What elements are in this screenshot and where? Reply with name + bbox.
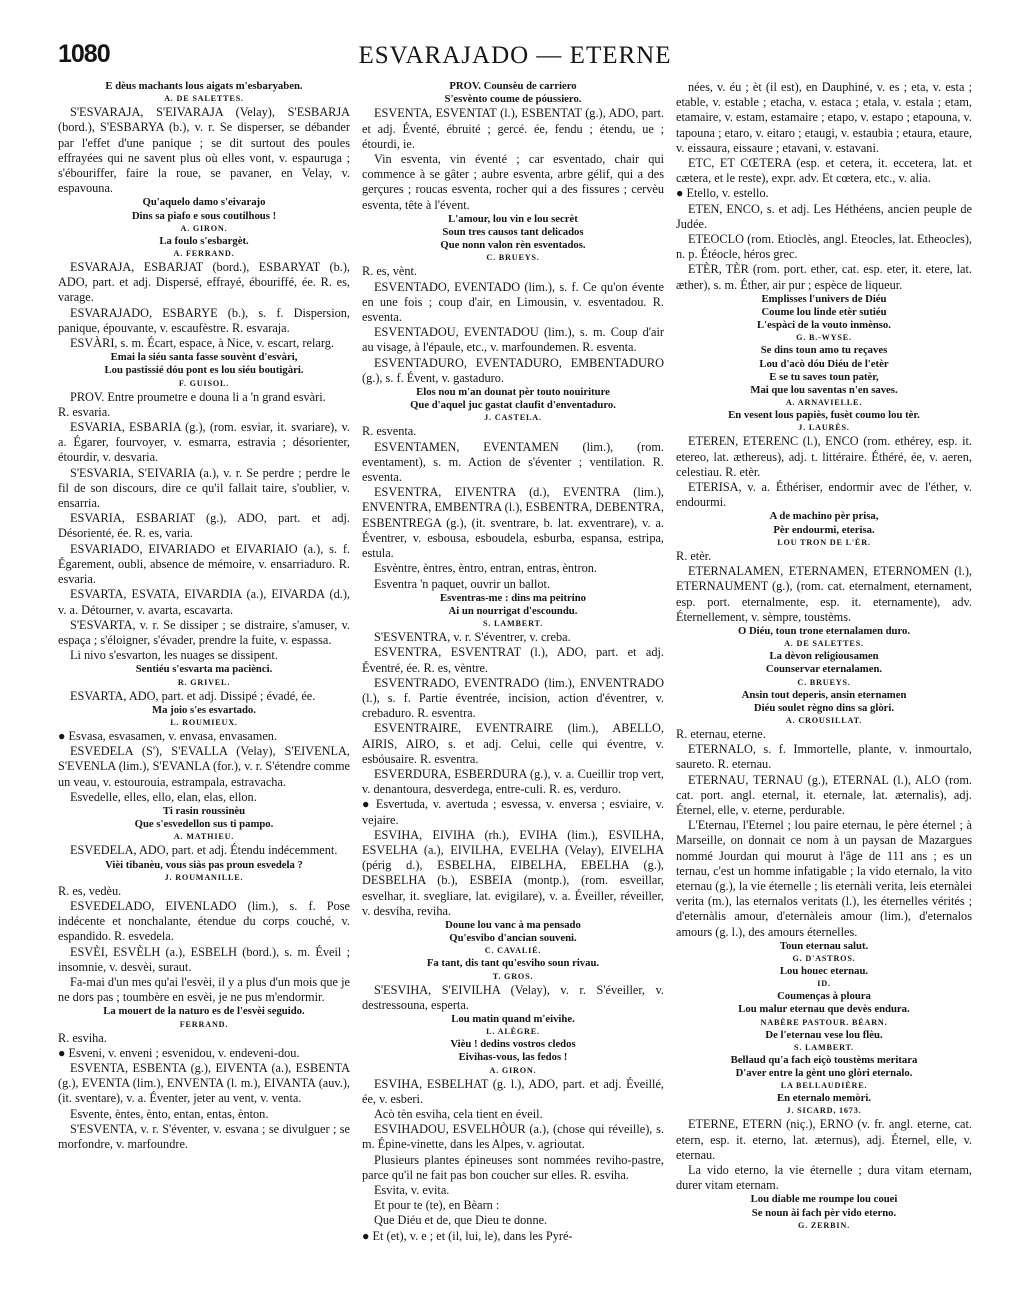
- quotation-line: Doune lou vanc à ma pensado: [445, 918, 581, 931]
- dictionary-entry: ESVARIA, ESBARIAT (g.), ADO, part. et adj. Désorienté, ée. R. es, varia.: [58, 511, 350, 541]
- quotation-line: Que s'esvedellon sus ti pampo.: [134, 818, 274, 831]
- source-attribution: NABÈRE PASTOUR. BÉARN.: [760, 1017, 888, 1027]
- dictionary-entry: ESVEDELADO, EIVENLADO (lim.), s. f. Pose indécente et nonchalante, étendue du corps couché, v. espandido. R. esvedela.: [58, 898, 350, 944]
- dictionary-entry: ESVENTAMEN, EVENTAMEN (lim.), (rom. eventament), s. m. Action de s'éventer ; ventilation. R. esventa.: [362, 439, 664, 485]
- dictionary-entry: S'ESVIHA, S'EIVILHA (Velay), v. r. S'éveiller, v. destressouna, esperta.: [362, 982, 664, 1012]
- quotation-line: Ma joio s'es esvartado.: [152, 703, 256, 716]
- quotation-line: L'espàci de la vouto inmènso.: [757, 319, 891, 332]
- quotation-line: Toun eternau salut.: [779, 939, 869, 952]
- dictionary-entry: L'Eternau, l'Eternel ; lou paire eternau, le père éternel ; à Marseille, on donnait ce nom à un paysan de Mazargues nommé Jourdan qui mourut à l'âge de 111 ans ; es un ternau, c'est un homme infatigable ; la vido eternalo, la vito eternau (g.), la vie éternelle ; lis eternàli verita, leis eternàlei verita (m.), las eternalos veritats (l.), les éternelles vérités ; d'eternàlis amour, d'eternàleis amour (lim.), d'eternalos amours (g. l.), des amours éternelles.: [676, 818, 972, 939]
- quotation-line: Qu'esvibo d'ancian souveni.: [449, 932, 577, 945]
- dictionary-entry: ESVARTA, ESVATA, EIVARDIA (a.), EIVARDA (d.), v. a. Détourner, v. avarta, escavarta.: [58, 587, 350, 617]
- quotation-line: D'aver entre la gènt uno glòri eternalo.: [735, 1066, 913, 1079]
- dictionary-entry: Li nivo s'esvarton, les nuages se dissipent.: [70, 648, 278, 663]
- quotation-line: Soun tres causos tant delicados: [442, 226, 584, 239]
- quotation-line: Lou d'acò dóu Diéu de l'etèr: [759, 357, 889, 370]
- source-attribution: A. GIRON.: [180, 223, 228, 233]
- dictionary-entry: ESVIHADOU, ESVELHÒUR (a.), (chose qui réveille), s. m. Épine-vinette, dans les Alpes, v. agrioutat.: [362, 1122, 664, 1152]
- dictionary-entry: ESVENTRAIRE, EVENTRAIRE (lim.), ABELLO, AIRIS, AIRO, s. et adj. Celui, celle qui éventre, v. esbóusaire. R. esventra.: [362, 721, 664, 766]
- dictionary-entry: ESVERDURA, ESBERDURA (g.), v. a. Cueillir trop vert, v. denantoura, desverdega, entre-culi. R. es, verduro.: [362, 766, 664, 797]
- dictionary-entry: S'ESVENTRA, v. r. S'éventrer, v. creba.: [374, 630, 571, 645]
- quotation-line: O Diéu, toun trone eternalamen duro.: [737, 624, 911, 637]
- dictionary-entry: Esvente, èntes, ènto, entan, entas, ènton.: [70, 1106, 269, 1121]
- source-attribution: A. ARNAVIELLE.: [785, 398, 863, 408]
- page-number: 1080: [58, 40, 110, 68]
- dictionary-entry: ETEREN, ETERENC (l.), ENCO (rom. ethérey, esp. it. etereo, lat. æthereus), adj. t. littéraire. Éthéré, ée, v. aeren, celestiau. R. etèr.: [676, 434, 972, 479]
- quotation-line: Se dins toun amo tu reçaves: [760, 344, 888, 357]
- dictionary-entry: ETC, ET CŒTERA (esp. et cetera, it. eccetera, lat. et cætera, et le reste), expr. adv. Et cœtera, etc., v. alia.: [676, 156, 972, 186]
- dictionary-entry: R. esvaria.: [58, 404, 111, 419]
- quotation-line: Fa tant, dis tant qu'esviho soun rivau.: [426, 957, 600, 970]
- dictionary-entry: Esvèntre, èntres, èntro, entran, entras, èntron.: [374, 561, 597, 576]
- source-attribution: J. SICARD, 1673.: [786, 1106, 862, 1116]
- quotation-line: Bellaud qu'a fach eiçò toustèms meritara: [730, 1053, 918, 1066]
- quotation-line: Ansin tout deperis, ansin eternamen: [741, 688, 907, 701]
- dictionary-entry: ESVENTADOU, EVENTADOU (lim.), s. m. Coup d'air au visage, à l'épaule, etc., v. marfoundemen. R. esventa.: [362, 325, 664, 355]
- source-attribution: L. ROUMIEUX.: [170, 717, 238, 727]
- dictionary-entry: La vido eterno, la vie éternelle ; dura vitam eternam, durer vitam eternam.: [676, 1163, 972, 1193]
- dictionary-entry: ESVARIADO, EIVARIADO et EIVARIAIO (a.), s. f. Égarement, oubli, absence de mémoire, v. ensarriaduro. R. esvaria.: [58, 541, 350, 587]
- dictionary-entry: ESVENTA, ESVENTAT (l.), ESBENTAT (g.), ADO, part. et adj. Éventé, ébruité ; gercé. ée, fendu ; étendu, ue ; étourdi, ie.: [362, 106, 664, 151]
- dictionary-entry: Que Diéu et de, que Dieu te donne.: [374, 1213, 548, 1228]
- dictionary-entry: ETERNALAMEN, ETERNAMEN, ETERNOMEN (l.), ETERNAUMENT (g.), (rom. cat. eternalment, eternament, esp. port. eternalmente, esp. it. eternamente), adv. Éternellement, v. sèmpre, toustèms.: [676, 564, 972, 624]
- source-attribution: LOU TRON DE L'ÈR.: [777, 537, 871, 547]
- dictionary-entry: ● Esvertuda, v. avertuda ; esvessa, v. enversa ; esviaire, v. vejaire.: [362, 797, 664, 827]
- source-attribution: C. BRUEYS.: [797, 677, 851, 687]
- quotation-line: La dèvon religiousamen: [769, 650, 879, 663]
- dictionary-entry: ESVENTADO, EVENTADO (lim.), s. f. Ce qu'on évente en une fois ; coup d'air, en Limousin, v. esventadou. R. esventa.: [362, 279, 664, 325]
- dictionary-entry: ETERISA, v. a. Éthériser, endormir avec de l'éther, v. endourmi.: [676, 480, 972, 510]
- source-attribution: G. D'ASTROS.: [792, 953, 856, 963]
- dictionary-entry: S'ESVARIA, S'EIVARIA (a.), v. r. Se perdre ; perdre le fil de son discours, dire ce qu'il fallait taire, s'oublier, v. ensarria.: [58, 465, 350, 511]
- dictionary-entry: ESVARAJA, ESBARJAT (bord.), ESBARYAT (b.), ADO, part. et adj. Dispersé, effrayé, ébouriffé, ée. R. es, varage.: [58, 260, 350, 305]
- dictionary-entry: Acò tèn esviha, cela tient en éveil.: [374, 1107, 543, 1121]
- quotation-line: Elos nou m'an dounat pèr touto nouiriture: [416, 386, 610, 399]
- quotation-line: La foulo s'esbargèt.: [159, 234, 249, 247]
- quotation-line: Ai un nourrigat d'escoundu.: [448, 604, 578, 617]
- source-attribution: LA BELLAUDIÈRE.: [780, 1081, 868, 1091]
- dictionary-entry: Esvita, v. evita.: [374, 1183, 450, 1198]
- source-attribution: FERRAND.: [179, 1019, 229, 1029]
- dictionary-entry: ETEN, ENCO, s. et adj. Les Héthéens, ancien peuple de Judée.: [676, 201, 972, 231]
- source-attribution: C. BRUEYS.: [486, 253, 540, 263]
- source-attribution: G. ZERBIN.: [798, 1220, 850, 1230]
- dictionary-entry: ESVÀRI, s. m. Écart, espace, à Nice, v. escart, relarg.: [70, 336, 334, 351]
- quotation-line: Ti rasin roussinèu: [162, 804, 246, 817]
- dictionary-entry: ETÈR, TÈR (rom. port. ether, cat. esp. eter, it. etere, lat. æther), s. m. Éther, air pur ; espèce de liqueur.: [676, 262, 972, 292]
- dictionary-entry: ETERNALO, s. f. Immortelle, plante, v. inmourtalo, saureto. R. eternau.: [676, 742, 972, 772]
- dictionary-entry: S'ESVARAJA, S'EIVARAJA (Velay), S'ESBARJA (bord.), S'ESBARYA (b.), v. r. Se disperser, se débander par l'effet d'une panique ; se dit surtout des poules effrayées qui ne savent plus où elles vont, v. espauruga ; s'ébouriffer, faire la roue, se pavaner, en Velay, v. espavouna.: [58, 105, 350, 196]
- source-attribution: A. FERRAND.: [173, 249, 235, 259]
- quotation-line: Eivihas-vous, las fedos !: [458, 1051, 568, 1064]
- dictionary-entry: ETERNAU, TERNAU (g.), ETERNAL (l.), ALO (rom. cat. port. angl. eternal, it. eternale, lat. æternalis), adj. Éternel, elle, v. eterne, perdurable.: [676, 772, 972, 817]
- dictionary-entry: ESVENTADURO, EVENTADURO, EMBENTADURO (g.), s. f. Évent, v. gastaduro.: [362, 355, 664, 385]
- source-attribution: S. LAMBERT.: [483, 619, 543, 629]
- dictionary-entry: ESVENTRA, EIVENTRA (d.), EVENTRA (lim.), ENVENTRA, EMBENTRA (l.), ESBENTRA, DEBENTRA, ESBENTREGA (g.), (it. sventrare, b. lat. exventrare), v. a. Éventrer, v. esbousa, esboudela, esburba, espansa, estripa, estula.: [362, 485, 664, 561]
- dictionary-entry: ESVIHA, ESBELHAT (g. l.), ADO, part. et adj. Éveillé, ée, v. esberi.: [362, 1076, 664, 1106]
- quotation-line: Emplisses l'univers de Diéu: [761, 292, 887, 305]
- dictionary-entry: PROV. Entre proumetre e douna li a 'n grand esvàri.: [70, 389, 326, 404]
- source-attribution: J. CASTELA.: [484, 413, 542, 423]
- source-attribution: A. CROUSILLAT.: [785, 715, 863, 725]
- source-attribution: ID.: [817, 979, 831, 989]
- quotation-line: A de machino pèr prisa,: [769, 510, 879, 523]
- source-attribution: J. LAURÈS.: [798, 423, 850, 433]
- quotation-line: Lou diable me roumpe lou couei: [750, 1193, 898, 1206]
- dictionary-entry: Et pour te (te), en Bèarn :: [374, 1198, 500, 1213]
- dictionary-entry: R. etèr.: [676, 548, 712, 563]
- source-attribution: L. ALÈGRE.: [486, 1027, 540, 1037]
- dictionary-entry: R. es, vedèu.: [58, 883, 122, 898]
- source-attribution: F. GUISOL.: [178, 378, 230, 388]
- quotation-line: Se noun ài fach pèr vido eterno.: [751, 1206, 897, 1219]
- quotation-line: En vesent lous papiès, fusèt coumo lou tèr.: [728, 409, 920, 422]
- text-columns: [58, 80, 970, 1295]
- dictionary-entry: ● Etello, v. estello.: [676, 186, 769, 201]
- source-attribution: G. B.-WYSE.: [796, 333, 852, 343]
- dictionary-entry: ESVARTA, ADO, part. et adj. Dissipé ; évadé, ée.: [70, 688, 316, 703]
- source-attribution: C. CAVALIÉ.: [484, 946, 542, 956]
- dictionary-entry: S'ESVARTA, v. r. Se dissiper ; se distraire, s'amuser, v. espaça ; s'éloigner, s'évader, prendre la fuite, v. espassa.: [58, 617, 350, 647]
- source-attribution: A. DE SALETTES.: [784, 639, 864, 649]
- source-attribution: R. GRIVEL.: [177, 677, 231, 687]
- quotation-line: De l'eternau vese lou flèu.: [765, 1028, 883, 1041]
- dictionary-entry: ESVENTRA, ESVENTRAT (l.), ADO, part. et adj. Éventré, ée. R. es, vèntre.: [362, 645, 664, 675]
- quotation-line: L'amour, lou vin e lou secrèt: [448, 212, 578, 225]
- dictionary-entry: ESVEDELA (S'), S'EVALLA (Velay), S'EIVENLA, S'EVENLA (lim.), S'EVANLA (for.), v. r. S'étendre comme un veau, v. estourouia, estrampala, estravacha.: [58, 744, 350, 789]
- quotation-line: PROV. Counsèu de carriero: [449, 80, 577, 92]
- quotation-line: Vièu ! dedins vostros cledos: [450, 1038, 576, 1051]
- quotation-line: Que d'aquel juc gastat claufit d'enventaduro.: [410, 399, 616, 412]
- dictionary-entry: ● Et (et), v. e ; et (il, lui, le), dans les Pyré-: [362, 1228, 573, 1243]
- quotation-line: Mai que lou saventas n'en saves.: [750, 384, 898, 397]
- quotation-line: Coumenças à ploura: [777, 990, 871, 1003]
- dictionary-entry: Plusieurs plantes épineuses sont nommées reviho-pastre, parce qu'il ne fait pas bon coucher sur elles. R. esviha.: [362, 1152, 664, 1182]
- dictionary-entry: ● Esvasa, esvasamen, v. envasa, envasamen.: [58, 728, 278, 743]
- dictionary-entry: nées, v. éu ; èt (il est), en Dauphiné, v. es ; eta, v. esta ; etable, v. estable ; etacha, v. estaca ; etala, v. estala ; etam, etamaire, v. estam, estamaire ; etapo, v. estapo ; etapouna, v. tapouna ; etaro, v. eitaro ; etaugi, v. estaubia ; etaura, etaure, v. eissaura, eissaure ; etavani, v. estavani.: [676, 80, 972, 155]
- quotation-line: Vièi tibanèu, vous siàs pas proun esvedela ?: [105, 858, 303, 871]
- quotation-line: Lou matin quand m'eivihe.: [451, 1012, 575, 1025]
- quotation-line: E dèus machants lous aigats m'esbaryaben.: [105, 80, 303, 92]
- dictionary-entry: ETEOCLO (rom. Etioclès, angl. Eteocles, lat. Etheocles), n. p. Étéocle, héros grec.: [676, 232, 972, 262]
- column-right: [676, 80, 972, 1292]
- quotation-line: S'esvènto coume de póussiero.: [444, 93, 582, 106]
- quotation-line: Lou houec eternau.: [779, 964, 869, 977]
- dictionary-entry: ESVARIA, ESBARIA (g.), (rom. esviar, it. svariare), v. a. Égarer, fourvoyer, v. esmarra, estravia ; désorienter, étourdir, v. desvaria.: [58, 420, 350, 465]
- quotation-line: En eternalo memòri.: [776, 1092, 872, 1105]
- quotation-line: Lou pastissié dóu pont es lou siéu boutigàri.: [104, 364, 304, 377]
- dictionary-entry: ESVÈI, ESVÈLH (a.), ESBELH (bord.), s. m. Éveil ; insomnie, v. desvèi, suraut.: [58, 944, 350, 974]
- dictionary-entry: ESVENTRADO, EVENTRADO (lim.), ENVENTRADO (l.), s. f. Partie éventrée, incision, action d'éventrer, v. crebaduro. R. esventra.: [362, 675, 664, 721]
- quotation-line: Coume lou linde etèr sutiéu: [761, 306, 887, 319]
- column-left: [58, 80, 350, 1292]
- dictionary-entry: ESVEDELA, ADO, part. et adj. Étendu indécemment.: [70, 843, 338, 858]
- dictionary-entry: Esvedelle, elles, ello, elan, elas, ellon.: [70, 789, 257, 804]
- dictionary-entry: R. es, vènt.: [362, 264, 417, 279]
- quotation-line: Que nonn valon rèn esventados.: [440, 239, 586, 252]
- dictionary-entry: ESVARAJADO, ESBARYE (b.), s. f. Dispersion, panique, épouvante, v. escaufèstre. R. esvaraja.: [58, 305, 350, 335]
- quotation-line: Esventras-me : dins ma peitrino: [439, 591, 587, 604]
- quotation-line: Lou malur eternau que devès endura.: [738, 1003, 910, 1016]
- column-middle: [362, 80, 664, 1292]
- dictionary-entry: R. esviha.: [58, 1030, 107, 1045]
- source-attribution: J. ROUMANILLE.: [164, 872, 244, 882]
- source-attribution: A. GIRON.: [489, 1065, 537, 1075]
- dictionary-entry: ESVIHA, EIVIHA (rh.), EVIHA (lim.), ESVILHA, ESVELHA (a.), EIVILHA, EVELHA (Velay), EIVELHA (périg d.), ESBELHA, EIBELHA, EBELHA (g.), DESBELHA (b.), ESBEIA (montp.), (rom. esveillar, esvelhar, it. svegliare, lat. evigilare), v. a. Éveiller, réveiller, v. desviha, reviha.: [362, 827, 664, 918]
- dictionary-entry: Vin esventa, vin éventé ; car esventado, chair qui commence à se gâter ; aubre esventa, arbre gélif, qui a des gerçures ; roucas esventa, rocher qui a des fissures ; cervèu esventa, tête à l'évent.: [362, 152, 664, 212]
- source-attribution: S. LAMBERT.: [794, 1042, 854, 1052]
- dictionary-entry: R. esventa.: [362, 424, 417, 439]
- quotation-line: Diéu soulet règno dins sa glòri.: [753, 701, 895, 714]
- quotation-line: E se tu saves toun patèr,: [769, 370, 879, 383]
- source-attribution: T. GROS.: [492, 971, 534, 981]
- source-attribution: A. MATHIEU.: [173, 832, 235, 842]
- dictionary-entry: Fa-mai d'un mes qu'ai l'esvèi, il y a plus d'un mois que je ne dors pas ; toumbère en esvèi, je ne pus m'endormir.: [58, 974, 350, 1005]
- dictionary-entry: ● Esveni, v. enveni ; esvenidou, v. endeveni-dou.: [58, 1045, 300, 1060]
- quotation-line: La mouert de la naturo es de l'esvèi seguido.: [103, 1005, 305, 1018]
- dictionary-entry: ETERNE, ETERN (niç.), ERNO (v. fr. angl. eterne, cat. etern, esp. it. eterno, lat. æternus), adj. Éternel, elle, v. eternau.: [676, 1117, 972, 1162]
- quotation-line: Emai la siéu santa fasse souvènt d'esvàri,: [110, 351, 298, 364]
- page-header: [58, 40, 972, 80]
- dictionary-entry: R. eternau, eterne.: [676, 726, 766, 741]
- dictionary-entry: S'ESVENTA, v. r. S'éventer, v. esvana ; se divulguer ; se morfondre, v. marfoundre.: [58, 1121, 350, 1151]
- dictionary-entry: Esventra 'n paquet, ouvrir un ballot.: [374, 576, 551, 591]
- source-attribution: A. DE SALETTES.: [164, 94, 244, 104]
- quotation-line: Dins sa piafo e sous coutilhous !: [131, 209, 277, 222]
- running-title: ESVARAJADO — ETERNE: [358, 42, 672, 69]
- quotation-line: Qu'aquelo damo s'eivarajo: [142, 196, 266, 209]
- quotation-line: Sentiéu s'esvarta ma paciènci.: [135, 663, 273, 676]
- dictionary-entry: ESVENTA, ESBENTA (g.), EIVENTA (a.), ESBENTA (g.), EVENTA (lim.), ENVENTA (l. m.), EIVANTA (auv.), (it. sventare), v. a. Éventer, jeter au vent, v. venta.: [58, 1060, 350, 1106]
- quotation-line: Counservar eternalamen.: [765, 663, 883, 676]
- quotation-line: Pèr endourmi, eterisa.: [773, 523, 875, 536]
